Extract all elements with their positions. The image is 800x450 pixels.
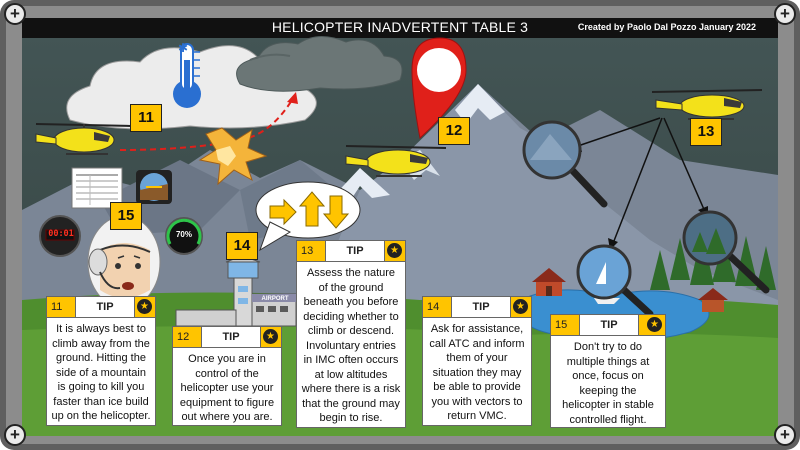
page-title: HELICOPTER INADVERTENT TABLE 3: [271, 19, 529, 35]
tip-card-14: [422, 296, 532, 426]
tip-label: TIP: [579, 315, 639, 335]
tip-card-15: [550, 314, 666, 428]
badge-11: 11: [130, 104, 162, 132]
star-icon: ★: [513, 299, 528, 314]
tip-card-13: [296, 240, 406, 428]
star-icon: ★: [387, 243, 402, 258]
tip-card-11: [46, 296, 156, 426]
title-bar-text: [22, 18, 778, 38]
tip-label: TIP: [201, 327, 261, 347]
corner-bolt-icon: +: [774, 3, 796, 25]
star-icon: ★: [263, 329, 278, 344]
tip-card-12: [172, 326, 282, 426]
tip-text: Assess the nature of the ground beneath you before deciding whether to climb or descend. Involuntary entries in IMC often occurs at low altitudes where there is a risk that the ground may begin to rise.: [301, 267, 401, 424]
badge-14: 14: [226, 232, 258, 260]
tip-text: Don't try to do multiple things at once, focus on keeping the helicopter in stable controlled flight.: [562, 341, 654, 426]
star-icon: ★: [647, 317, 662, 332]
tip-card-header: [423, 297, 531, 318]
tip-text: Once you are in control of the helicopter use your equipment to figure out where you are.: [179, 353, 275, 423]
attitude-indicator-icon: [136, 170, 172, 204]
tip-text: Ask for assistance, call ATC and inform them of your situation they may be able to provide you with vectors to return VMC.: [429, 323, 525, 422]
corner-bolt-icon: +: [4, 424, 26, 446]
star-icon: ★: [137, 299, 152, 314]
you-are-here-label: YOU ARE HERE: [426, 50, 454, 85]
tip-text: It is always best to climb away from the ground. Hitting the side of a mountain is going to kill you faster than ice build up on the helicopter.: [51, 323, 151, 422]
airport-label: AIRPORT: [261, 296, 289, 302]
tip-label: TIP: [325, 241, 385, 261]
tip-card-header: [47, 297, 155, 318]
tip-number: 11: [51, 301, 63, 313]
clock-readout: 00:01: [48, 229, 74, 239]
tip-card-header: [173, 327, 281, 348]
corner-bolt-icon: +: [774, 424, 796, 446]
power-readout: 70%: [175, 230, 192, 239]
svg-text:✱: ✱: [178, 41, 189, 55]
tip-card-header: [297, 241, 405, 262]
tip-number: 14: [427, 301, 440, 313]
corner-bolt-icon: +: [4, 3, 26, 25]
badge-15: 15: [110, 202, 142, 230]
badge-12: 12: [438, 117, 470, 145]
badge-13: 13: [690, 118, 722, 146]
tip-number: 15: [555, 319, 568, 331]
credit-line: Created by Paolo Dal Pozzo January 2022: [577, 22, 756, 32]
tip-number: 13: [301, 245, 314, 257]
tip-number: 12: [177, 331, 190, 343]
tip-label: TIP: [451, 297, 511, 317]
tip-card-header: [551, 315, 665, 336]
tip-label: TIP: [75, 297, 135, 317]
